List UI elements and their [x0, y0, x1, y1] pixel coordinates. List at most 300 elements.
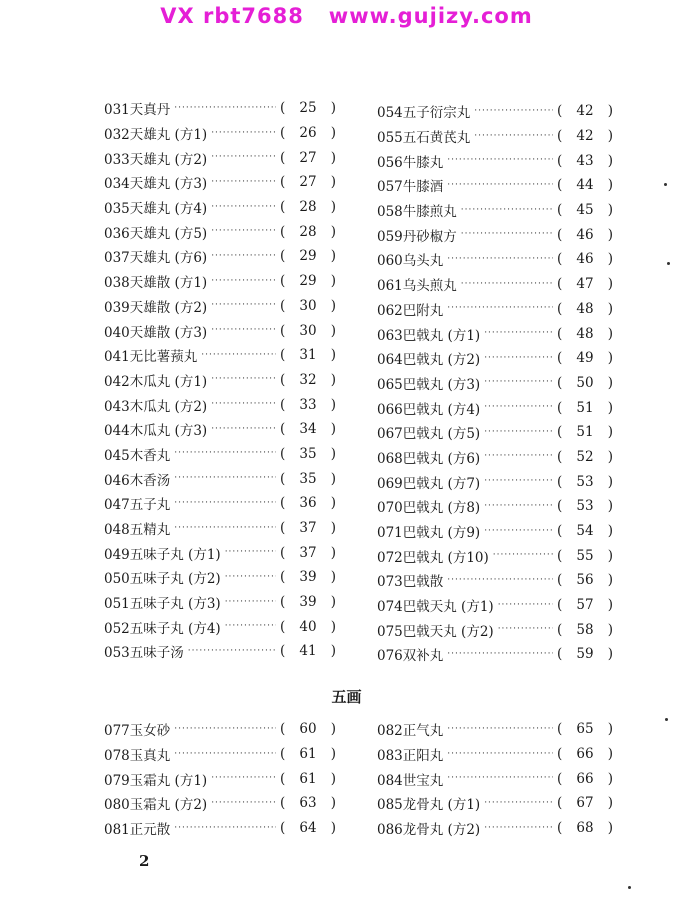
toc-column-bottom-right	[377, 717, 613, 840]
toc-entry-page	[557, 350, 613, 366]
toc-entry-title: 069巴戟丸 (方7)	[377, 475, 481, 492]
toc-entry-page	[280, 174, 336, 190]
toc-page-number: 34	[299, 421, 317, 438]
toc-entry-title: 057牛膝酒	[377, 179, 444, 196]
dot-leader	[211, 203, 276, 212]
paren-open: (	[280, 445, 286, 462]
toc-page-number: 46	[576, 251, 594, 268]
paren-close: )	[330, 149, 336, 166]
toc-entry-title: 043木瓜丸 (方2)	[104, 398, 208, 415]
toc-entry-page	[280, 298, 336, 314]
dot-leader	[211, 153, 276, 162]
toc-entry-page	[280, 795, 336, 811]
toc-entry-title: 082正气丸	[377, 723, 444, 740]
toc-entry-page	[557, 746, 613, 762]
paren-close: )	[607, 103, 613, 120]
dot-leader	[211, 400, 276, 409]
toc-entry-title: 074巴戟天丸 (方1)	[377, 599, 494, 616]
dot-leader	[447, 255, 553, 264]
paren-close: )	[607, 226, 613, 243]
toc-entry-title: 071巴戟丸 (方9)	[377, 525, 481, 542]
paren-close: )	[330, 421, 336, 438]
paren-open: (	[280, 520, 286, 537]
dot-leader	[174, 499, 276, 508]
toc-entry-page	[557, 128, 613, 144]
paren-close: )	[607, 424, 613, 441]
toc-entry	[377, 124, 613, 149]
toc-page-number: 32	[299, 371, 317, 388]
toc-entry-page	[557, 498, 613, 514]
toc-entry-title: 047五子丸	[104, 497, 171, 514]
toc-page-number: 29	[299, 248, 317, 265]
toc-page-number: 50	[576, 374, 594, 391]
toc-entry-page	[280, 594, 336, 610]
toc-entry	[104, 392, 336, 417]
toc-column-bottom-left	[104, 717, 336, 840]
paren-close: )	[607, 152, 613, 169]
paren-open: (	[557, 448, 563, 465]
toc-entry-title: 056牛膝丸	[377, 154, 444, 171]
paren-open: (	[280, 721, 286, 738]
toc-page-number: 39	[299, 569, 317, 586]
toc-entry-page	[557, 449, 613, 465]
toc-page-number: 51	[576, 399, 594, 416]
toc-page-number: 46	[576, 226, 594, 243]
toc-entry-page	[280, 397, 336, 413]
toc-entry-page	[557, 795, 613, 811]
toc-entry-title: 048五精丸	[104, 522, 171, 539]
paren-open: (	[280, 174, 286, 191]
paren-open: (	[280, 125, 286, 142]
toc-entry-title: 066巴戟丸 (方4)	[377, 401, 481, 418]
dot-leader	[211, 227, 276, 236]
toc-entry-title: 058牛膝煎丸	[377, 204, 457, 221]
toc-entry	[377, 494, 613, 519]
paren-open: (	[280, 396, 286, 413]
paren-close: )	[330, 770, 336, 787]
toc-page-number: 30	[299, 322, 317, 339]
toc-entry-title: 083正阳丸	[377, 748, 444, 765]
toc-entry	[104, 742, 336, 767]
toc-entry-title: 037天雄丸 (方6)	[104, 250, 208, 267]
toc-entry	[104, 121, 336, 146]
toc-entry	[377, 395, 613, 420]
dot-leader	[447, 774, 553, 783]
scan-speck	[664, 183, 667, 186]
paren-close: )	[330, 322, 336, 339]
toc-entry	[104, 791, 336, 816]
dot-leader	[484, 527, 553, 536]
toc-page-number: 61	[299, 746, 317, 763]
paren-close: )	[330, 396, 336, 413]
toc-page-number: 45	[576, 202, 594, 219]
dot-leader	[211, 326, 276, 335]
paren-open: (	[557, 152, 563, 169]
dot-leader	[174, 725, 276, 734]
toc-entry	[104, 816, 336, 841]
paren-close: )	[330, 495, 336, 512]
paren-open: (	[557, 498, 563, 515]
paren-close: )	[607, 276, 613, 293]
watermark-text: VX rbt7688 www.gujizy.com	[160, 4, 533, 28]
toc-entry	[377, 445, 613, 470]
dot-leader	[447, 725, 553, 734]
paren-open: (	[557, 646, 563, 663]
dot-leader	[484, 378, 553, 387]
dot-leader	[201, 351, 276, 360]
toc-page-number: 42	[576, 103, 594, 120]
toc-page-number: 30	[299, 297, 317, 314]
dot-leader	[447, 181, 553, 190]
toc-page-number: 64	[299, 820, 317, 837]
dot-leader	[484, 502, 553, 511]
dot-leader	[493, 551, 553, 560]
toc-page-number: 27	[299, 174, 317, 191]
toc-page-number: 48	[576, 300, 594, 317]
paren-close: )	[330, 297, 336, 314]
paren-close: )	[330, 347, 336, 364]
toc-page-number: 27	[299, 149, 317, 166]
toc-entry	[377, 99, 613, 124]
paren-open: (	[557, 795, 563, 812]
paren-open: (	[280, 347, 286, 364]
dot-leader	[211, 425, 276, 434]
paren-open: (	[280, 594, 286, 611]
toc-entry-page	[557, 646, 613, 662]
paren-close: )	[330, 100, 336, 117]
paren-close: )	[607, 251, 613, 268]
toc-entry-page	[557, 771, 613, 787]
toc-page-number: 58	[576, 621, 594, 638]
toc-entry-title: 063巴戟丸 (方1)	[377, 327, 481, 344]
paren-open: (	[280, 544, 286, 561]
paren-open: (	[280, 297, 286, 314]
toc-entry-page	[280, 471, 336, 487]
toc-entry-page	[280, 721, 336, 737]
paren-close: )	[330, 199, 336, 216]
toc-page-number: 37	[299, 544, 317, 561]
toc-page-number: 66	[576, 770, 594, 787]
paren-open: (	[557, 374, 563, 391]
dot-leader	[225, 598, 276, 607]
toc-page-number: 36	[299, 495, 317, 512]
paren-open: (	[557, 597, 563, 614]
toc-entry-title: 053五味子汤	[104, 645, 184, 662]
paren-close: )	[607, 202, 613, 219]
toc-page-number: 29	[299, 273, 317, 290]
toc-page-number: 67	[576, 795, 594, 812]
dot-leader	[484, 824, 553, 833]
toc-entry-title: 084世宝丸	[377, 772, 444, 789]
toc-entry	[377, 346, 613, 371]
paren-open: (	[280, 199, 286, 216]
toc-entry	[377, 593, 613, 618]
paren-close: )	[607, 621, 613, 638]
toc-entry	[377, 148, 613, 173]
dot-leader	[461, 206, 553, 215]
paren-close: )	[607, 523, 613, 540]
paren-open: (	[557, 103, 563, 120]
paren-open: (	[280, 770, 286, 787]
toc-page-number: 41	[299, 643, 317, 660]
paren-open: (	[557, 820, 563, 837]
paren-open: (	[557, 770, 563, 787]
toc-entry-title: 062巴附丸	[377, 302, 444, 319]
toc-page-number: 59	[576, 646, 594, 663]
dot-leader	[211, 301, 276, 310]
toc-entry-title: 060乌头丸	[377, 253, 444, 270]
paren-open: (	[557, 424, 563, 441]
dot-leader	[484, 428, 553, 437]
paren-open: (	[280, 322, 286, 339]
toc-entry-page	[557, 424, 613, 440]
scan-speck	[628, 886, 631, 889]
toc-entry-page	[280, 520, 336, 536]
toc-entry-page	[280, 619, 336, 635]
toc-entry	[104, 766, 336, 791]
toc-entry-page	[280, 224, 336, 240]
paren-open: (	[557, 202, 563, 219]
paren-close: )	[607, 498, 613, 515]
toc-entry-page	[280, 150, 336, 166]
dot-leader	[447, 156, 553, 165]
paren-close: )	[607, 646, 613, 663]
toc-entry	[104, 442, 336, 467]
toc-page-number: 63	[299, 795, 317, 812]
paren-close: )	[607, 820, 613, 837]
toc-page-number: 49	[576, 350, 594, 367]
toc-entry-title: 077玉女砂	[104, 723, 171, 740]
dot-leader	[225, 622, 276, 631]
toc-entry-title: 059丹砂椒方	[377, 228, 457, 245]
toc-entry-page	[280, 372, 336, 388]
dot-leader	[211, 129, 276, 138]
toc-entry-page	[280, 125, 336, 141]
dot-leader	[225, 548, 276, 557]
paren-open: (	[557, 276, 563, 293]
toc-entry-title: 072巴戟丸 (方10)	[377, 549, 489, 566]
toc-entry-title: 061乌头煎丸	[377, 278, 457, 295]
paren-close: )	[330, 174, 336, 191]
toc-entry-page	[280, 347, 336, 363]
toc-entry	[377, 766, 613, 791]
toc-page-number: 28	[299, 223, 317, 240]
paren-open: (	[280, 569, 286, 586]
scan-speck	[667, 262, 670, 265]
dot-leader	[484, 403, 553, 412]
toc-entry-page	[557, 523, 613, 539]
toc-entry-page	[280, 820, 336, 836]
toc-entry-title: 049五味子丸 (方1)	[104, 546, 221, 563]
paren-close: )	[607, 300, 613, 317]
dot-leader	[484, 452, 553, 461]
paren-open: (	[280, 495, 286, 512]
paren-close: )	[607, 350, 613, 367]
paren-close: )	[607, 770, 613, 787]
paren-open: (	[557, 721, 563, 738]
toc-entry-page	[280, 323, 336, 339]
toc-entry-page	[557, 474, 613, 490]
paren-close: )	[330, 795, 336, 812]
toc-column-top-left	[104, 96, 336, 664]
dot-leader	[174, 750, 276, 759]
scan-speck	[665, 718, 668, 721]
toc-entry-page	[557, 276, 613, 292]
toc-entry	[104, 368, 336, 393]
toc-entry-page	[280, 100, 336, 116]
dot-leader	[174, 824, 276, 833]
paren-close: )	[607, 325, 613, 342]
dot-leader	[211, 375, 276, 384]
toc-entry-title: 050五味子丸 (方2)	[104, 571, 221, 588]
toc-entry-title: 032天雄丸 (方1)	[104, 127, 208, 144]
paren-close: )	[330, 594, 336, 611]
toc-entry	[377, 297, 613, 322]
paren-open: (	[280, 820, 286, 837]
paren-close: )	[330, 721, 336, 738]
dot-leader	[474, 132, 553, 141]
paren-open: (	[280, 421, 286, 438]
toc-entry-title: 085龙骨丸 (方1)	[377, 797, 481, 814]
toc-page-number: 48	[576, 325, 594, 342]
toc-entry	[377, 816, 613, 841]
paren-open: (	[557, 325, 563, 342]
toc-entry	[104, 466, 336, 491]
toc-page-number: 33	[299, 396, 317, 413]
toc-entry	[104, 318, 336, 343]
dot-leader	[211, 178, 276, 187]
toc-entry-title: 054五子衍宗丸	[377, 105, 471, 122]
dot-leader	[174, 474, 276, 483]
toc-entry-title: 051五味子丸 (方3)	[104, 596, 221, 613]
toc-entry-title: 036天雄丸 (方5)	[104, 225, 208, 242]
toc-entry-page	[280, 545, 336, 561]
toc-entry-title: 078玉真丸	[104, 748, 171, 765]
paren-open: (	[280, 643, 286, 660]
toc-entry	[104, 565, 336, 590]
toc-entry-page	[557, 622, 613, 638]
toc-entry-title: 042木瓜丸 (方1)	[104, 373, 208, 390]
paren-close: )	[607, 721, 613, 738]
toc-page-number: 28	[299, 199, 317, 216]
toc-entry-title: 041无比薯蓣丸	[104, 349, 198, 366]
toc-page-number: 44	[576, 177, 594, 194]
toc-entry-page	[280, 248, 336, 264]
paren-close: )	[607, 746, 613, 763]
toc-entry-page	[280, 446, 336, 462]
toc-entry-page	[557, 326, 613, 342]
toc-page-number: 53	[576, 498, 594, 515]
toc-entry	[104, 170, 336, 195]
toc-entry	[377, 642, 613, 667]
paren-close: )	[330, 445, 336, 462]
toc-entry	[377, 568, 613, 593]
toc-entry	[104, 219, 336, 244]
paren-close: )	[607, 374, 613, 391]
toc-entry-page	[280, 495, 336, 511]
toc-entry-page	[557, 375, 613, 391]
toc-page-number: 57	[576, 597, 594, 614]
toc-entry-title: 065巴戟丸 (方3)	[377, 376, 481, 393]
toc-entry	[104, 614, 336, 639]
paren-close: )	[330, 520, 336, 537]
toc-entry-page	[280, 421, 336, 437]
dot-leader	[225, 573, 276, 582]
toc-entry	[104, 145, 336, 170]
toc-page-number: 25	[299, 100, 317, 117]
toc-page-number: 39	[299, 594, 317, 611]
toc-entry-title: 067巴戟丸 (方5)	[377, 426, 481, 443]
toc-entry-title: 080玉霜丸 (方2)	[104, 797, 208, 814]
toc-entry-page	[557, 103, 613, 119]
toc-entry-page	[557, 202, 613, 218]
toc-page-number: 68	[576, 820, 594, 837]
toc-page-number: 35	[299, 445, 317, 462]
dot-leader	[461, 280, 553, 289]
toc-entry	[377, 222, 613, 247]
dot-leader	[484, 799, 553, 808]
paren-open: (	[280, 223, 286, 240]
paren-open: (	[557, 128, 563, 145]
toc-entry-page	[557, 820, 613, 836]
toc-page-number: 60	[299, 721, 317, 738]
toc-entry	[377, 791, 613, 816]
toc-entry	[377, 371, 613, 396]
paren-open: (	[557, 251, 563, 268]
paren-open: (	[557, 621, 563, 638]
paren-open: (	[557, 746, 563, 763]
paren-open: (	[280, 470, 286, 487]
dot-leader	[447, 304, 553, 313]
toc-page-number: 47	[576, 276, 594, 293]
toc-entry-title: 039天雄散 (方2)	[104, 299, 208, 316]
toc-page-number: 43	[576, 152, 594, 169]
paren-close: )	[607, 572, 613, 589]
paren-close: )	[330, 746, 336, 763]
paren-open: (	[557, 523, 563, 540]
toc-entry	[104, 417, 336, 442]
toc-entry-title: 044木瓜丸 (方3)	[104, 423, 208, 440]
toc-entry	[104, 269, 336, 294]
paren-open: (	[280, 100, 286, 117]
toc-page-number: 55	[576, 547, 594, 564]
toc-entry	[104, 491, 336, 516]
toc-page-number: 53	[576, 473, 594, 490]
paren-close: )	[607, 547, 613, 564]
toc-entry-title: 064巴戟丸 (方2)	[377, 352, 481, 369]
paren-close: )	[607, 177, 613, 194]
toc-page-number: 66	[576, 746, 594, 763]
paren-open: (	[280, 618, 286, 635]
toc-entry	[377, 272, 613, 297]
toc-entry	[377, 321, 613, 346]
paren-open: (	[557, 473, 563, 490]
toc-entry-page	[557, 721, 613, 737]
toc-entry-title: 075巴戟天丸 (方2)	[377, 623, 494, 640]
paren-close: )	[330, 125, 336, 142]
toc-entry-page	[280, 746, 336, 762]
paren-close: )	[330, 618, 336, 635]
toc-entry	[377, 717, 613, 742]
toc-entry	[104, 343, 336, 368]
toc-page-number: 40	[299, 618, 317, 635]
toc-entry	[104, 195, 336, 220]
toc-entry	[377, 420, 613, 445]
toc-column-top-right	[377, 99, 613, 667]
paren-open: (	[557, 547, 563, 564]
toc-entry-page	[557, 548, 613, 564]
paren-open: (	[280, 248, 286, 265]
